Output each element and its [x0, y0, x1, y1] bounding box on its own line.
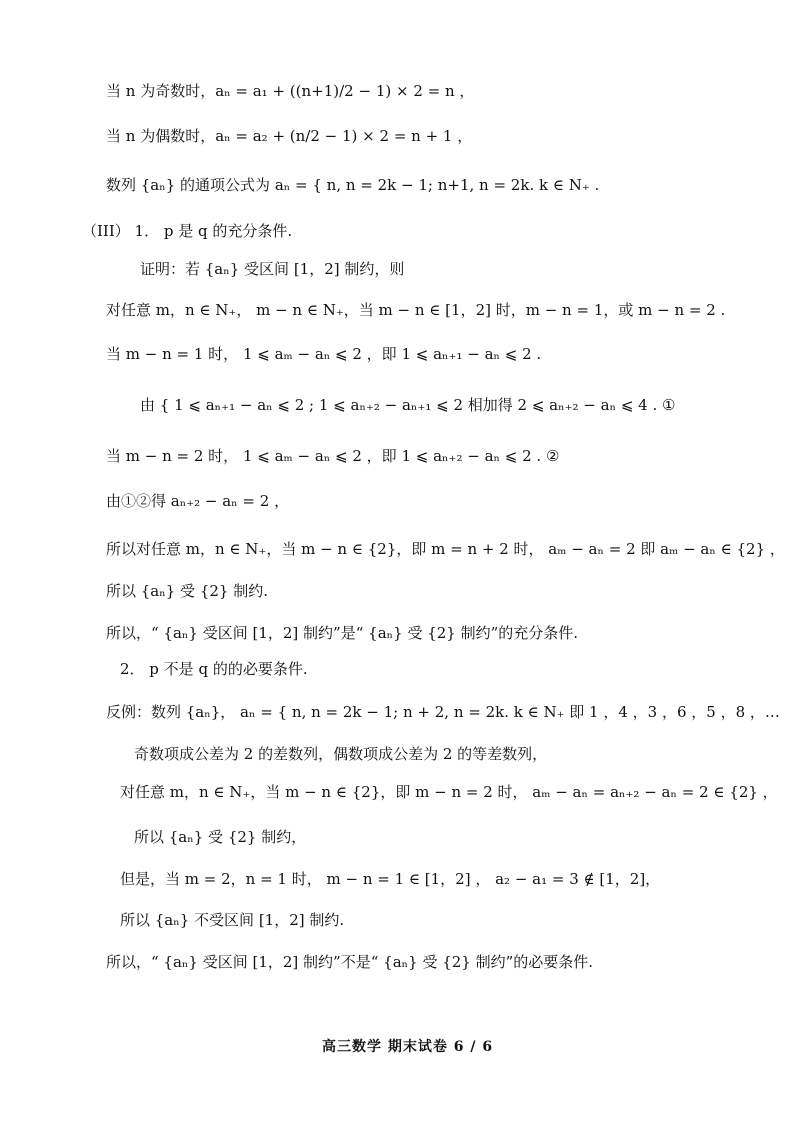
text-line: 由①②得 aₙ₊₂ − aₙ = 2 ，	[106, 492, 290, 510]
text-line: 所以 {aₙ} 受 {2} 制约.	[106, 582, 268, 600]
text-line: 2． p 不是 q 的的必要条件.	[120, 660, 308, 678]
text-line: 但是，当 m = 2，n = 1 时， m − n = 1 ∈ [1，2] ， a₂ − a₁ = 3 ∉ [1，2]，	[120, 870, 661, 888]
text-line: 当 n 为奇数时，aₙ = a₁ + ((n+1)/2 − 1) × 2 = n ，	[106, 82, 475, 100]
text-line: 所以 {aₙ} 受 {2} 制约，	[134, 828, 307, 846]
text-line: 证明：若 {aₙ} 受区间 [1，2] 制约，则	[140, 260, 405, 278]
text-line: 当 n 为偶数时，aₙ = a₂ + (n/2 − 1) × 2 = n + 1 ，	[106, 127, 473, 145]
text-line: 所以对任意 m，n ∈ N₊，当 m − n ∈ {2}，即 m = n + 2 时， aₘ − aₙ = 2 即 aₘ − aₙ ∈ {2} ，	[106, 540, 785, 558]
text-line: 所以，“ {aₙ} 受区间 [1，2] 制约”不是“ {aₙ} 受 {2} 制约”的必要条件.	[106, 953, 594, 971]
text-line: 对任意 m，n ∈ N₊，当 m − n ∈ {2}，即 m − n = 2 时， aₘ − aₙ = aₙ₊₂ − aₙ = 2 ∈ {2} ，	[120, 783, 778, 801]
text-line: （III） 1． p 是 q 的充分条件.	[82, 222, 293, 240]
text-line: 所以 {aₙ} 不受区间 [1，2] 制约.	[120, 911, 345, 929]
text-line: 反例：数列 {aₙ}， aₙ = { n, n = 2k − 1; n + 2, n = 2k. k ∈ N₊ 即 1 ，4 ，3 ，6 ，5 ，8 ，…	[106, 703, 780, 721]
text-line: 数列 {aₙ} 的通项公式为 aₙ = { n, n = 2k − 1; n+1, n = 2k. k ∈ N₊ .	[106, 176, 600, 194]
text-line: 对任意 m，n ∈ N₊， m − n ∈ N₊，当 m − n ∈ [1，2] 时，m − n = 1，或 m − n = 2 .	[106, 301, 726, 319]
text-line: 由 { 1 ⩽ aₙ₊₁ − aₙ ⩽ 2 ; 1 ⩽ aₙ₊₂ − aₙ₊₁ ⩽ 2 相加得 2 ⩽ aₙ₊₂ − aₙ ⩽ 4 . ①	[140, 396, 676, 414]
text-line: 奇数项成公差为 2 的差数列，偶数项成公差为 2 的等差数列，	[134, 745, 548, 763]
text-line: 所以，“ {aₙ} 受区间 [1，2] 制约”是“ {aₙ} 受 {2} 制约”的充分条件.	[106, 624, 579, 642]
text-line: 当 m − n = 1 时， 1 ⩽ aₘ − aₙ ⩽ 2 ，即 1 ⩽ aₙ₊₁ − aₙ ⩽ 2 .	[106, 345, 542, 363]
text-line: 当 m − n = 2 时， 1 ⩽ aₘ − aₙ ⩽ 2 ，即 1 ⩽ aₙ₊₂ − aₙ ⩽ 2 . ②	[106, 447, 560, 465]
page-footer: 高三数学 期末试卷 6 / 6	[322, 1039, 494, 1055]
